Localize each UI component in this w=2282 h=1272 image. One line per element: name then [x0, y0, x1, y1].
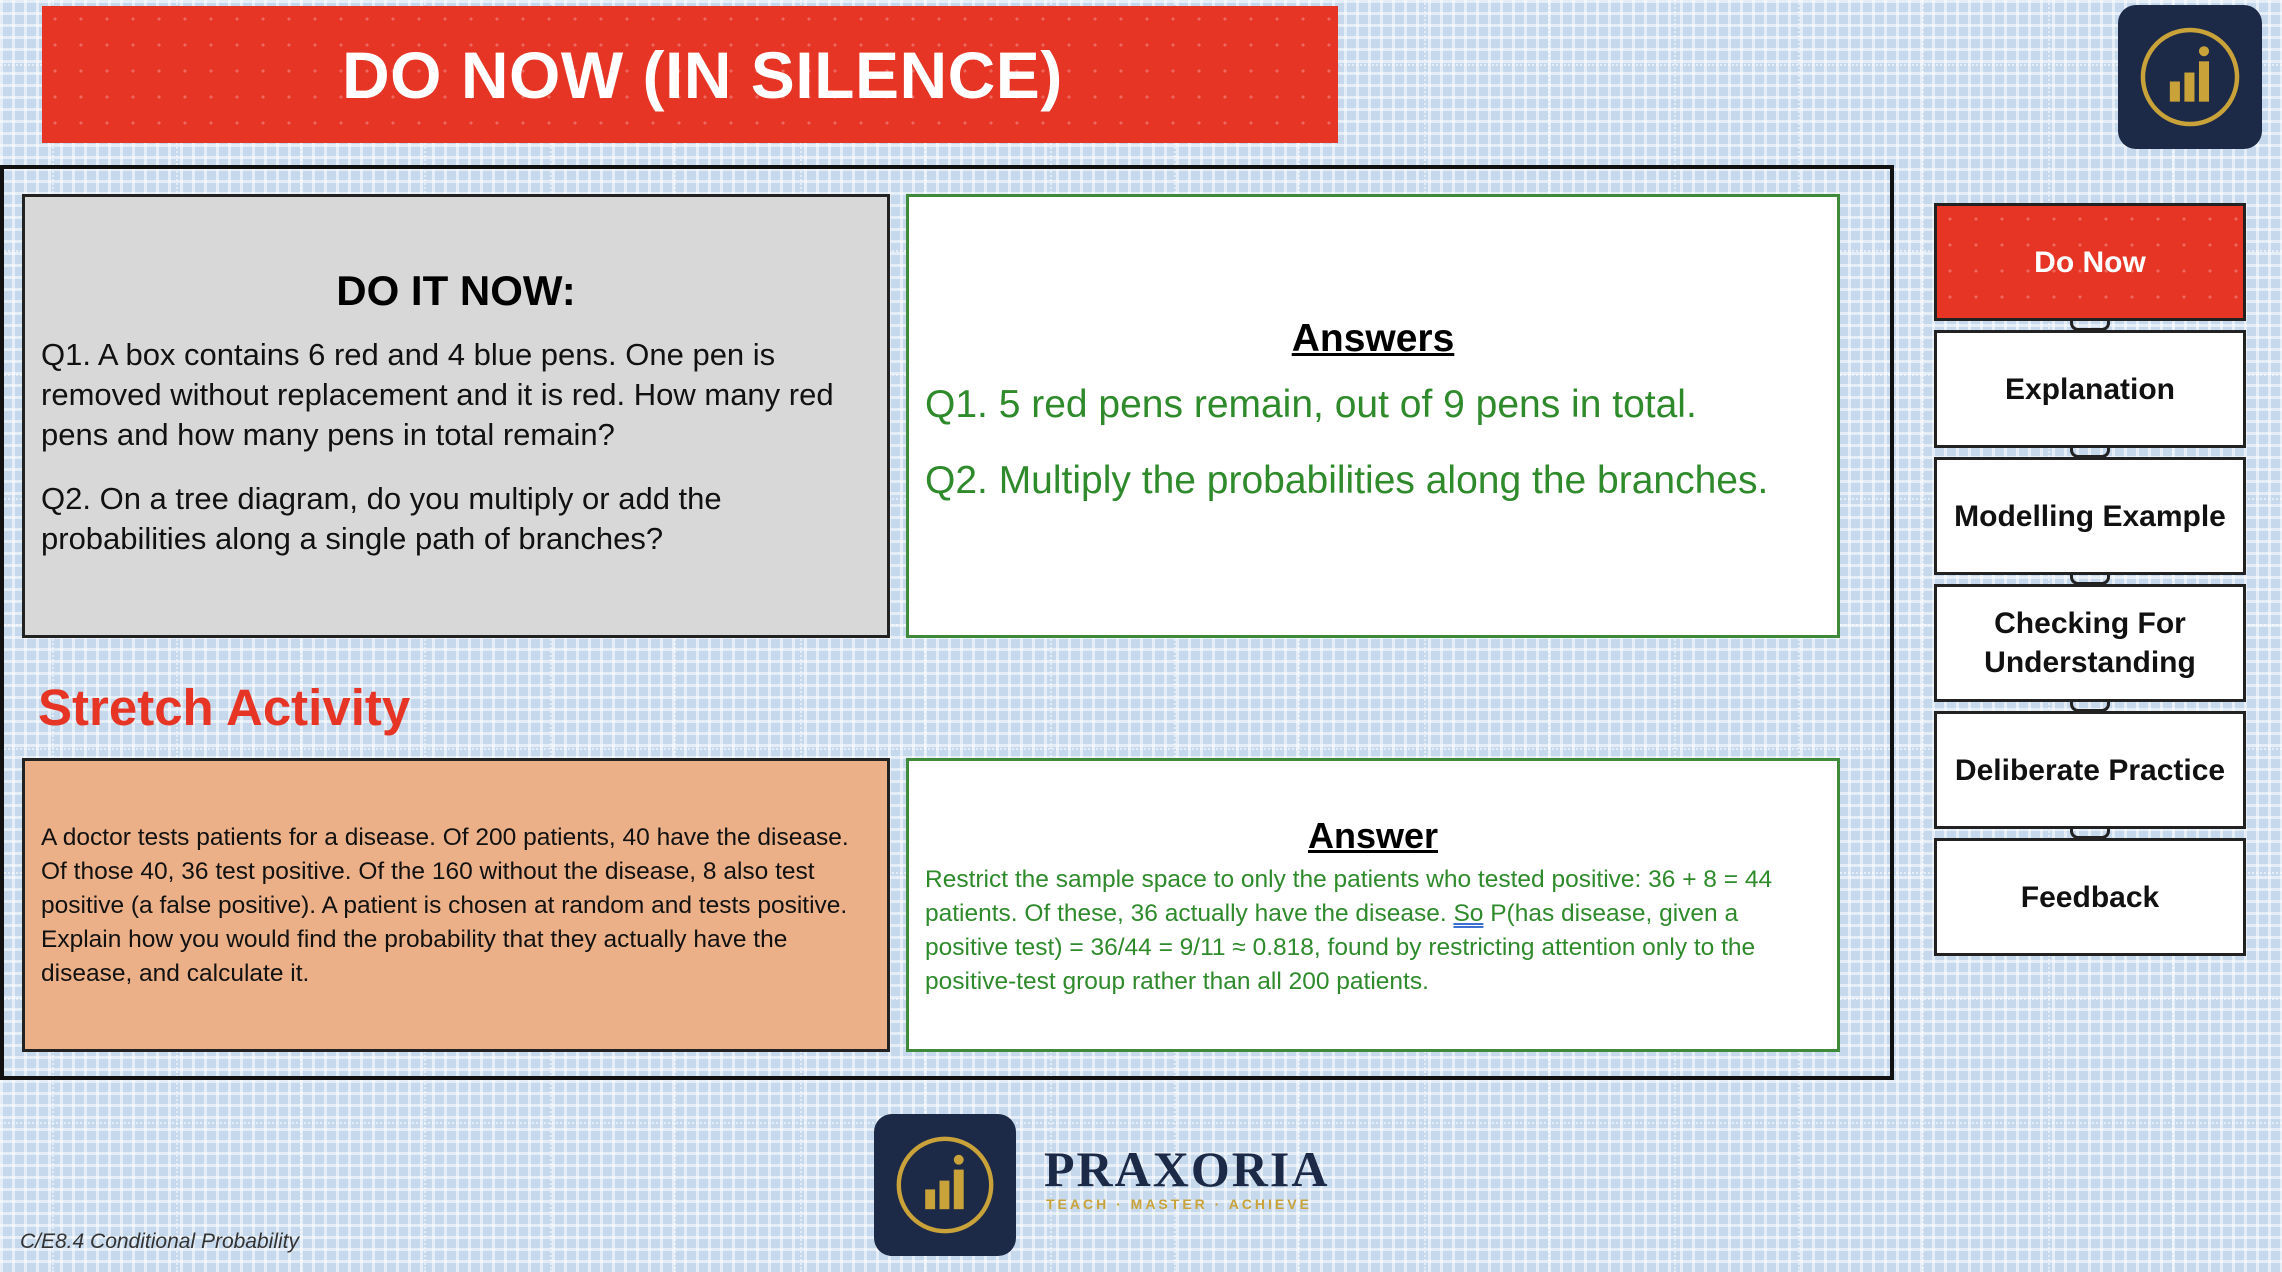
do-it-now-card: [22, 194, 890, 638]
brand-tagline: TEACH · MASTER · ACHIEVE: [1046, 1196, 1312, 1212]
answer-2: Q2. Multiply the probabilities along the branches.: [925, 459, 1769, 502]
stretch-answer-part-2: P(has disease, given a positive test) = 36/44 = 9/11 ≈ 0.818, found by restricting attention only to the positive-test group rather than all 200 patients.: [925, 900, 1756, 995]
bar-chart-circle-icon: [890, 1130, 1000, 1240]
nav-explanation[interactable]: Explanation: [1934, 330, 2246, 448]
stretch-activity-title: Stretch Activity: [38, 679, 411, 736]
do-it-now-heading: DO IT NOW:: [336, 267, 576, 314]
stretch-activity-card: [22, 758, 890, 1052]
question-1: Q1. A box contains 6 red and 4 blue pens. One pen is removed without replacement and it is red. How many red pens and how many pens in total remain?: [41, 337, 834, 452]
nav-modelling-example[interactable]: Modelling Example: [1934, 457, 2246, 575]
bar-chart-circle-icon: [2134, 21, 2246, 133]
stretch-answer-part-1: Restrict the sample space to only the patients who tested positive: 36 + 8 = 44 patients. Of these, 36 actually have the disease.: [925, 866, 1773, 927]
answers-heading: Answers: [1291, 317, 1455, 360]
stretch-answer-so: So: [1453, 900, 1484, 927]
answers-card: [906, 194, 1840, 638]
nav-deliberate-practice[interactable]: Deliberate Practice: [1934, 711, 2246, 829]
page-title: DO NOW (IN SILENCE): [342, 37, 1063, 112]
footer-logo: [874, 1114, 1016, 1256]
stretch-answer-heading: Answer: [1307, 815, 1439, 856]
question-2: Q2. On a tree diagram, do you multiply or add the probabilities along a single path of branches?: [41, 481, 722, 556]
stretch-answer-text: [925, 863, 1821, 999]
answer-1: Q1. 5 red pens remain, out of 9 pens in total.: [925, 383, 1697, 426]
title-banner: [42, 6, 1338, 143]
nav-do-now[interactable]: Do Now: [1934, 203, 2246, 321]
stretch-answer-card: [906, 758, 1840, 1052]
lesson-code: C/E8.4 Conditional Probability: [20, 1230, 299, 1253]
praxoria-logo: [2118, 5, 2262, 149]
stretch-question: A doctor tests patients for a disease. Of 200 patients, 40 have the disease. Of those 40, 36 test positive. Of the 160 without the disease, 8 also test positive (a false positive). A patient is chosen at random and tests positive. Explain how you would find the probability that they actually have the disease, and calculate it.: [41, 824, 849, 987]
nav-feedback[interactable]: Feedback: [1934, 838, 2246, 956]
nav-checking-for-understanding[interactable]: Checking For Understanding: [1934, 584, 2246, 702]
brand-name: PRAXORIA: [1044, 1141, 1330, 1197]
